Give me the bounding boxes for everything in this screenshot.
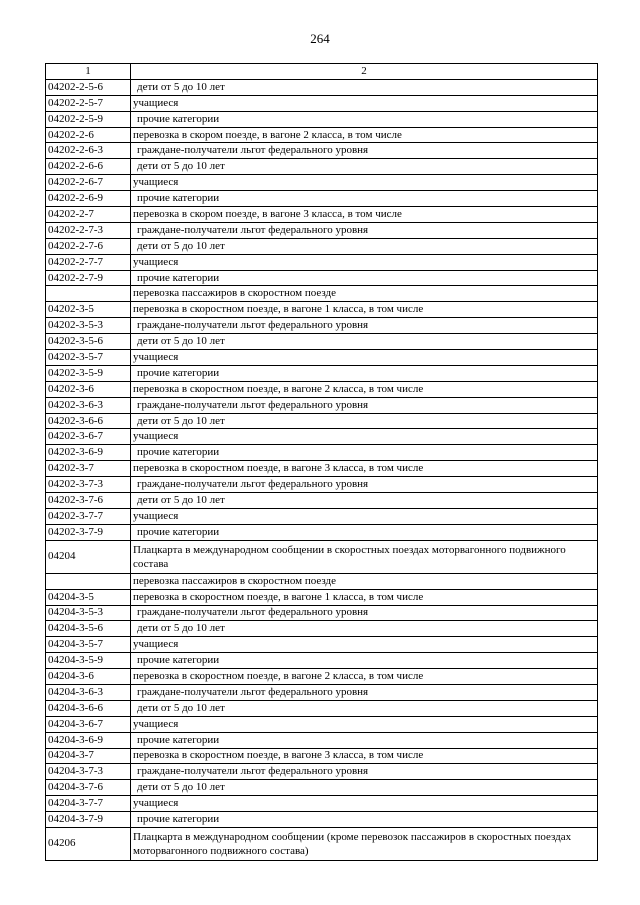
table-row — [46, 621, 598, 637]
description-cell: граждане-получатели льгот федерального уровня — [131, 605, 598, 621]
table-row — [46, 493, 598, 509]
description-cell: прочие категории — [131, 111, 598, 127]
description-cell: перевозка в скоростном поезде, в вагоне 1 класса, в том числе — [131, 302, 598, 318]
description-cell: граждане-получатели льгот федерального уровня — [131, 477, 598, 493]
page-number: 264 — [310, 31, 330, 46]
code-cell: 04202-3-5-9 — [46, 365, 131, 381]
code-cell: 04202-3-7-3 — [46, 477, 131, 493]
table-row — [46, 573, 598, 589]
code-cell: 04202-3-6-7 — [46, 429, 131, 445]
table-row — [46, 524, 598, 540]
code-cell: 04202-2-7-7 — [46, 254, 131, 270]
table-row — [46, 95, 598, 111]
code-cell: 04202-2-6-6 — [46, 159, 131, 175]
code-cell: 04202-3-7-7 — [46, 508, 131, 524]
table-row — [46, 796, 598, 812]
code-cell: 04202-2-7-9 — [46, 270, 131, 286]
description-cell: дети от 5 до 10 лет — [131, 159, 598, 175]
table-row — [46, 302, 598, 318]
column-header-1: 1 — [46, 64, 131, 80]
code-cell: 04202-3-6 — [46, 381, 131, 397]
code-cell: 04204-3-6-6 — [46, 700, 131, 716]
code-cell: 04202-2-7-6 — [46, 238, 131, 254]
code-cell: 04204 — [46, 540, 131, 573]
table-row — [46, 508, 598, 524]
description-cell: Плацкарта в международном сообщении (кроме перевозок пассажиров в скоростных поездах моторвагонного подвижного состава) — [131, 827, 598, 860]
code-cell: 04202-2-5-9 — [46, 111, 131, 127]
description-cell: дети от 5 до 10 лет — [131, 493, 598, 509]
table-row — [46, 445, 598, 461]
code-cell: 04204-3-5-9 — [46, 653, 131, 669]
code-cell: 04202-3-5-6 — [46, 334, 131, 350]
table-row — [46, 397, 598, 413]
table-row — [46, 222, 598, 238]
table-row — [46, 812, 598, 828]
description-cell: Плацкарта в международном сообщении в скоростных поездах моторвагонного подвижного состава — [131, 540, 598, 573]
description-cell: прочие категории — [131, 445, 598, 461]
table-row — [46, 365, 598, 381]
description-cell: перевозка в скором поезде, в вагоне 2 класса, в том числе — [131, 127, 598, 143]
code-cell: 04204-3-5-7 — [46, 637, 131, 653]
table-row — [46, 127, 598, 143]
code-cell: 04204-3-6-9 — [46, 732, 131, 748]
tariff-code-table — [45, 63, 598, 861]
description-cell: перевозка в скором поезде, в вагоне 3 класса, в том числе — [131, 207, 598, 223]
description-cell: граждане-получатели льгот федерального уровня — [131, 764, 598, 780]
code-cell: 04204-3-6-3 — [46, 684, 131, 700]
table-row — [46, 589, 598, 605]
table-row — [46, 413, 598, 429]
code-cell: 04204-3-7-7 — [46, 796, 131, 812]
table-row — [46, 334, 598, 350]
description-cell: учащиеся — [131, 254, 598, 270]
table-row — [46, 732, 598, 748]
description-cell: прочие категории — [131, 270, 598, 286]
table-row — [46, 159, 598, 175]
description-cell: граждане-получатели льгот федерального уровня — [131, 397, 598, 413]
description-cell: граждане-получатели льгот федерального уровня — [131, 318, 598, 334]
description-cell: прочие категории — [131, 732, 598, 748]
table-row — [46, 429, 598, 445]
table-row — [46, 827, 598, 860]
table-row — [46, 461, 598, 477]
table-row — [46, 191, 598, 207]
description-cell: дети от 5 до 10 лет — [131, 413, 598, 429]
table-row — [46, 238, 598, 254]
description-cell: учащиеся — [131, 350, 598, 366]
description-cell: перевозка пассажиров в скоростном поезде — [131, 286, 598, 302]
code-cell: 04204-3-5-6 — [46, 621, 131, 637]
table-row — [46, 381, 598, 397]
table-header-row — [46, 64, 598, 80]
description-cell: дети от 5 до 10 лет — [131, 238, 598, 254]
code-cell: 04206 — [46, 827, 131, 860]
table-row — [46, 175, 598, 191]
description-cell: перевозка в скоростном поезде, в вагоне 2 класса, в том числе — [131, 669, 598, 685]
table-row — [46, 605, 598, 621]
table-row — [46, 653, 598, 669]
description-cell: дети от 5 до 10 лет — [131, 700, 598, 716]
code-cell: 04202-2-5-7 — [46, 95, 131, 111]
description-cell: дети от 5 до 10 лет — [131, 79, 598, 95]
table-row — [46, 143, 598, 159]
table-row — [46, 207, 598, 223]
code-cell: 04202-2-6-7 — [46, 175, 131, 191]
description-cell: граждане-получатели льгот федерального уровня — [131, 222, 598, 238]
description-cell: учащиеся — [131, 637, 598, 653]
code-cell: 04204-3-6 — [46, 669, 131, 685]
code-cell: 04204-3-5-3 — [46, 605, 131, 621]
code-cell: 04204-3-7 — [46, 748, 131, 764]
description-cell: граждане-получатели льгот федерального уровня — [131, 684, 598, 700]
description-cell: учащиеся — [131, 508, 598, 524]
table-row — [46, 764, 598, 780]
description-cell: учащиеся — [131, 429, 598, 445]
description-cell: граждане-получатели льгот федерального уровня — [131, 143, 598, 159]
code-cell: 04202-3-5-3 — [46, 318, 131, 334]
description-cell: прочие категории — [131, 365, 598, 381]
description-cell: дети от 5 до 10 лет — [131, 334, 598, 350]
code-cell: 04202-2-7 — [46, 207, 131, 223]
table-row — [46, 350, 598, 366]
table-row — [46, 79, 598, 95]
column-header-2: 2 — [131, 64, 598, 80]
description-cell: учащиеся — [131, 796, 598, 812]
table-row — [46, 318, 598, 334]
table-row — [46, 286, 598, 302]
table-row — [46, 700, 598, 716]
description-cell: прочие категории — [131, 812, 598, 828]
table-row — [46, 669, 598, 685]
code-cell: 04202-3-6-3 — [46, 397, 131, 413]
table-row — [46, 780, 598, 796]
description-cell: перевозка в скоростном поезде, в вагоне 3 класса, в том числе — [131, 748, 598, 764]
table-row — [46, 684, 598, 700]
code-cell: 04202-2-6-3 — [46, 143, 131, 159]
description-cell: перевозка пассажиров в скоростном поезде — [131, 573, 598, 589]
description-cell: учащиеся — [131, 175, 598, 191]
code-cell: 04202-2-5-6 — [46, 79, 131, 95]
description-cell: учащиеся — [131, 95, 598, 111]
description-cell: дети от 5 до 10 лет — [131, 621, 598, 637]
table-row — [46, 111, 598, 127]
description-cell: дети от 5 до 10 лет — [131, 780, 598, 796]
description-cell: прочие категории — [131, 191, 598, 207]
code-cell: 04202-3-7-9 — [46, 524, 131, 540]
code-cell: 04204-3-7-6 — [46, 780, 131, 796]
code-cell: 04204-3-6-7 — [46, 716, 131, 732]
code-cell: 04204-3-7-3 — [46, 764, 131, 780]
code-cell: 04202-3-6-6 — [46, 413, 131, 429]
description-cell: перевозка в скоростном поезде, в вагоне 2 класса, в том числе — [131, 381, 598, 397]
table-body — [46, 79, 598, 860]
table-row — [46, 716, 598, 732]
description-cell: прочие категории — [131, 524, 598, 540]
code-cell: 04204-3-5 — [46, 589, 131, 605]
code-cell: 04202-2-6 — [46, 127, 131, 143]
code-cell: 04202-3-7-6 — [46, 493, 131, 509]
code-cell — [46, 286, 131, 302]
description-cell: перевозка в скоростном поезде, в вагоне 3 класса, в том числе — [131, 461, 598, 477]
table-row — [46, 477, 598, 493]
table-row — [46, 270, 598, 286]
table-row — [46, 748, 598, 764]
code-cell: 04202-3-5-7 — [46, 350, 131, 366]
description-cell: учащиеся — [131, 716, 598, 732]
table-row — [46, 540, 598, 573]
code-cell: 04202-3-6-9 — [46, 445, 131, 461]
code-cell: 04202-2-7-3 — [46, 222, 131, 238]
table-row — [46, 637, 598, 653]
code-cell: 04204-3-7-9 — [46, 812, 131, 828]
table-row — [46, 254, 598, 270]
code-cell: 04202-3-7 — [46, 461, 131, 477]
description-cell: перевозка в скоростном поезде, в вагоне 1 класса, в том числе — [131, 589, 598, 605]
code-cell: 04202-3-5 — [46, 302, 131, 318]
description-cell: прочие категории — [131, 653, 598, 669]
code-cell: 04202-2-6-9 — [46, 191, 131, 207]
code-cell — [46, 573, 131, 589]
